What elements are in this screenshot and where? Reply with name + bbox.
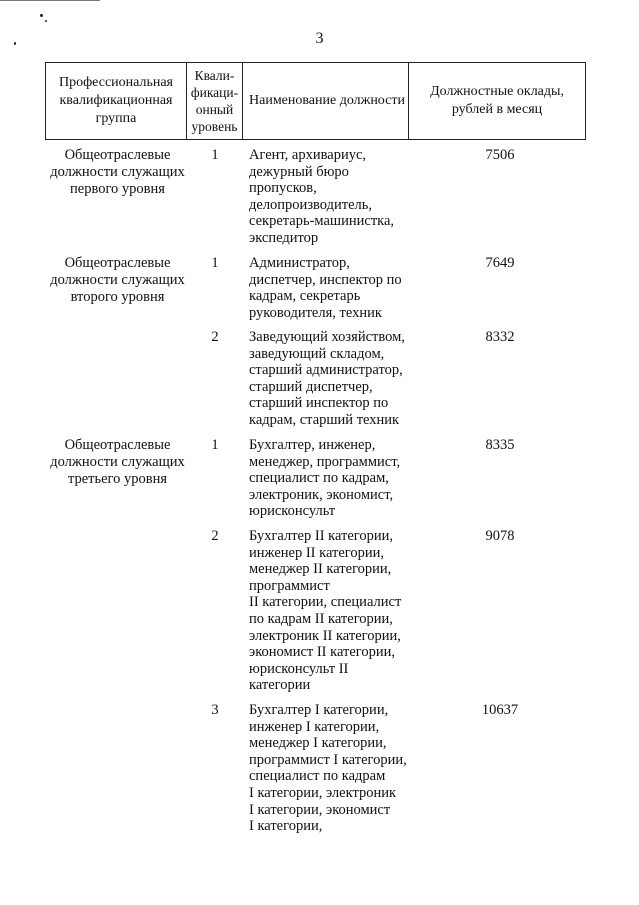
qualification-level: 1 [211,437,219,453]
salary-value: 8335 [485,437,515,453]
qualification-level: 1 [211,147,219,163]
group-name-second-level: Общеотраслевые должности служащих второго уровня [50,255,185,305]
salary-value: 7649 [485,255,515,271]
header-group [46,63,186,139]
salary-value: 10637 [481,702,519,718]
scan-speck [40,14,43,17]
header-position [242,63,408,139]
position-names: Агент, архивариус, дежурный бюро пропусков, делопроизводитель, секретарь-машинистка, экспедитор [249,147,395,246]
position-names: Бухгалтер II категории, инженер II категории, менеджер II категории, программист II категории, специалист по кадрам II категории, электроник II категории, экономист II категории, юрисконсульт II категории [249,528,402,694]
qualification-level: 3 [211,702,219,718]
position-names: Заведующий хозяйством, заведующий складом, старший администратор, старший диспетчер, старший инспектор по кадрам, старший техник [249,329,405,428]
group-name-third-level: Общеотраслевые должности служащих третьего уровня [50,437,185,487]
top-rule [0,0,100,1]
salary-value: 9078 [485,528,515,544]
position-names: Бухгалтер, инженер, менеджер, программист, специалист по кадрам, электроник, экономист, юрисконсульт [249,437,401,520]
qualification-level: 2 [211,329,219,345]
salary-value: 8332 [485,329,515,345]
header-level-text: Квали- фикаци- онный уровень [190,68,239,134]
header-salary [408,63,585,139]
header-position-text: Наименование должности [249,93,405,108]
page-number: 3 [315,30,324,47]
salary-value: 7506 [485,147,515,163]
qualification-level: 1 [211,255,219,271]
header-group-text: Профессиональная квалификационная группа [58,75,173,126]
header-level [186,63,242,139]
group-name-first-level: Общеотраслевые должности служащих первого уровня [50,147,185,197]
position-names: Бухгалтер I категории, инженер I категории, менеджер I категории, программист I категории, специалист по кадрам I категории, электроник I категории, экономист I категории, [249,702,407,835]
header-salary-text: Должностные оклады, рублей в месяц [430,84,564,117]
table-header [45,62,586,140]
qualification-level: 2 [211,528,219,544]
scan-speck [45,20,47,22]
position-names: Администратор, диспетчер, инспектор по кадрам, секретарь руководителя, техник [249,255,402,321]
